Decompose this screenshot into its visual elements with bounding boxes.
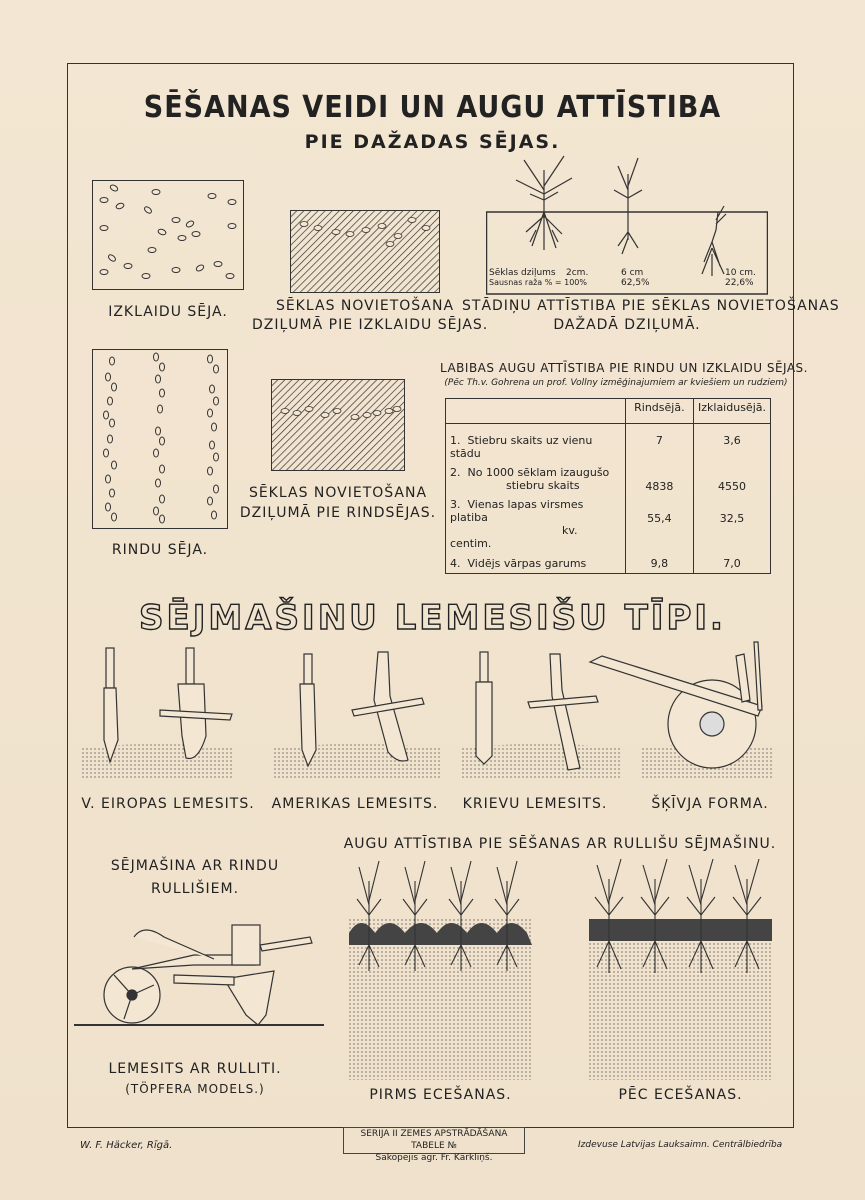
row-label: Vidējs vārpas garums — [467, 557, 587, 571]
row-val-a: 4838 — [625, 464, 693, 497]
rindu-seja-caption: RINDU SĒJA. — [111, 542, 209, 558]
row-val-b: 4550 — [694, 464, 771, 497]
scattered-seeds-illustration — [92, 180, 244, 290]
row-seeds-illustration — [92, 349, 228, 529]
machine-caption-2: RULLIŠIEM. — [150, 881, 240, 897]
compiler-label: Sakopejis agr. Fr. Kārkliņš. — [375, 1153, 493, 1163]
izklaidu-seja-caption: IZKLAIDU SĒJA. — [108, 304, 228, 320]
coulter-types-illustration — [82, 640, 782, 780]
table-subheading: (Pēc Th.v. Gohrena un prof. Vollny izmēģinajumiem ar kviešiem un rudziem) — [444, 378, 788, 388]
table-header-row — [446, 399, 771, 424]
seed-depth-broadcast-caption-1: SĒKLAS NOVIETOŠANA — [275, 298, 455, 314]
coulter-types-title: SĒJMAŠINU LEMESIŠU TĪPI. — [139, 598, 726, 638]
yield-label: Sausnas raža % = 100% — [489, 278, 587, 287]
pirms-caption: PIRMS ECEŠANAS. — [369, 1087, 512, 1103]
depth-3: 10 cm. — [725, 268, 756, 278]
coulter-caption-amerikas: AMERIKAS LEMESITS. — [271, 796, 439, 812]
row-val-a: 9,8 — [625, 555, 693, 573]
seed-depth-row-caption-2: DZIĻUMĀ PIE RINDSĒJAS. — [239, 505, 437, 521]
series-box — [343, 1127, 525, 1163]
row-label-2: stiebru skaits — [506, 478, 580, 492]
table-row — [446, 424, 771, 464]
table-row — [446, 555, 771, 573]
row-val-b: 32,5 — [694, 496, 771, 555]
seedling-caption-2: DAŽADĀ DZIĻUMĀ. — [553, 317, 701, 333]
lemesits-caption-1: LEMESITS AR RULLITI. — [108, 1061, 282, 1077]
row-num: 4. — [450, 557, 461, 571]
row-num: 2. — [450, 465, 461, 479]
row-num: 3. — [450, 498, 461, 512]
seedling-caption-1: STĀDIŅU ATTĪSTIBA PIE SĒKLAS NOVIETOŠANAS — [462, 298, 840, 314]
seed-depth-broadcast-illustration — [290, 210, 440, 293]
seed-depth-broadcast-caption-2: DZIĻUMĀ PIE IZKLAIDU SĒJAS. — [252, 317, 489, 333]
depth-2: 6 cm — [621, 268, 644, 278]
row-val-b: 3,6 — [694, 424, 771, 464]
coulter-caption-skivja: ŠĶĪVJA FORMA. — [651, 796, 769, 812]
row-label: No 1000 sēklam izaugušo — [467, 465, 610, 479]
row-num: 1. — [450, 434, 461, 447]
row-label-2: kv. centim. — [450, 524, 578, 551]
depth-1: 2cm. — [566, 268, 589, 278]
after-harrowing-illustration — [589, 855, 772, 1080]
seed-drill-machine-illustration — [74, 915, 334, 1035]
before-harrowing-illustration — [349, 855, 532, 1080]
row-label: Stiebru skaits uz vienu stādu — [450, 434, 593, 460]
yield-2: 62,5% — [621, 278, 650, 288]
publisher-credit: Izdevuse Latvijas Lauksaimn. Centrālbiedrība — [578, 1140, 783, 1150]
table-heading: LABIBAS AUGU ATTĪSTIBA PIE RINDU UN IZKLAIDU SĒJAS. — [440, 361, 808, 375]
lemesits-caption-2: (TÖPFERA MODELS.) — [125, 1082, 265, 1096]
machine-caption-1: SĒJMAŠINA AR RINDU — [110, 858, 280, 874]
row-val-b: 7,0 — [694, 555, 771, 573]
coulter-caption-krievu: KRIEVU LEMESITS. — [462, 796, 608, 812]
table-row — [446, 496, 771, 555]
series-label: SERIJA II ZEMES APSTRĀDĀŠANA TABELE № — [360, 1129, 508, 1151]
row-val-a: 7 — [625, 424, 693, 464]
poster-title: SĒŠANAS VEIDI UN AUGU ATTĪSTIBA — [143, 90, 722, 125]
table-row — [446, 464, 771, 497]
col-izklaiduseja: Izklaidusējā. — [694, 399, 771, 424]
seed-depth-row-illustration — [271, 379, 405, 471]
col-rindseja: Rindsējā. — [625, 399, 693, 424]
pec-caption: PĒC ECEŠANAS. — [618, 1087, 743, 1103]
row-label: Vienas lapas virsmes platiba — [450, 498, 584, 525]
coulter-caption-veiropas: V. EIROPAS LEMESITS. — [81, 796, 255, 812]
growth-heading: AUGU ATTĪSTIBA PIE SĒŠANAS AR RULLIŠU SĒJMAŠINU. — [343, 836, 777, 852]
yield-comparison-table — [445, 398, 771, 574]
poster-subtitle: PIE DAŽADAS SĒJAS. — [304, 131, 561, 153]
depth-label: Sēklas dziļums — [489, 268, 556, 278]
row-val-a: 55,4 — [625, 496, 693, 555]
printer-credit: W. F. Häcker, Rīgā. — [80, 1140, 173, 1151]
yield-3: 22,6% — [725, 278, 754, 288]
seed-depth-row-caption-1: SĒKLAS NOVIETOŠANA — [248, 485, 428, 501]
